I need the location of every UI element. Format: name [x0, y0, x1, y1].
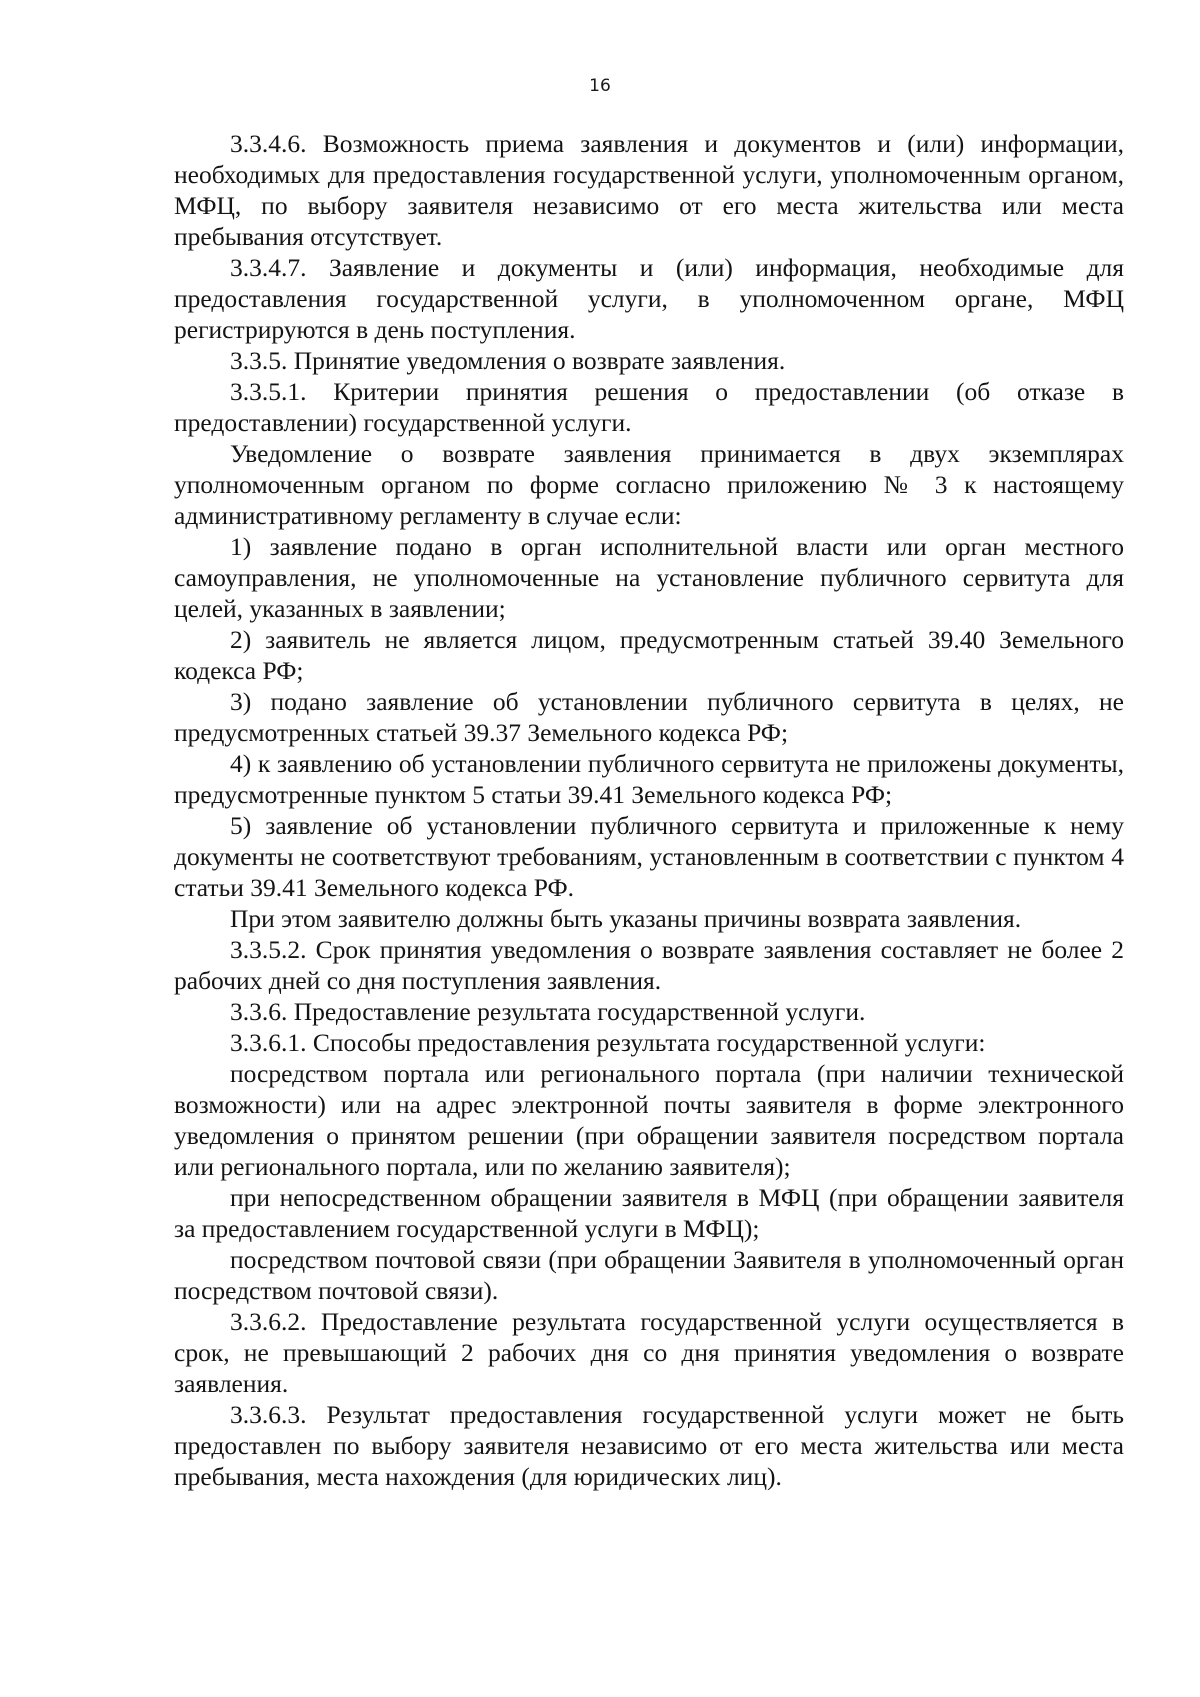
heading-3-3-5: 3.3.5. Принятие уведомления о возврате заявления.	[230, 346, 786, 375]
list-item-2: 2) заявитель не является лицом, предусмотренным статьей 39.40 Земельного кодекса РФ;	[174, 625, 1124, 685]
list-item-5: 5) заявление об установлении публичного сервитута и приложенные к нему документы не соответствуют требованиям, установленным в соответствии с пунктом 4 статьи 39.41 Земельного кодекса РФ.	[174, 811, 1124, 902]
paragraph-3-3-6-1: 3.3.6.1. Способы предоставления результата государственной услуги:	[230, 1028, 986, 1057]
page-number: 16	[589, 76, 611, 96]
list-item-1: 1) заявление подано в орган исполнительной власти или орган местного самоуправления, не уполномоченные на установление публичного сервитута для целей, указанных в заявлении;	[174, 532, 1124, 623]
method-portal: посредством портала или регионального портала (при наличии технической возможности) или на адрес электронной почты заявителя в форме электронного уведомления о принятом решении (при обращении заявителя посредством портала или регионального портала, или по желанию заявителя);	[174, 1059, 1124, 1181]
paragraph-3-3-6-2: 3.3.6.2. Предоставление результата государственной услуги осуществляется в срок, не превышающий 2 рабочих дня со дня принятия уведомления о возврате заявления.	[174, 1307, 1124, 1398]
paragraph-3-3-4-6: 3.3.4.6. Возможность приема заявления и документов и (или) информации, необходимых для предоставления государственной услуги, уполномоченным органом, МФЦ, по выбору заявителя независимо от его места жительства или места пребывания отсутствует.	[174, 129, 1124, 251]
paragraph-3-3-6-3: 3.3.6.3. Результат предоставления государственной услуги может не быть предоставлен по выбору заявителя независимо от его места жительства или места пребывания, места нахождения (для юридических лиц).	[174, 1400, 1124, 1491]
paragraph-return-notice: Уведомление о возврате заявления принимается в двух экземплярах уполномоченным органом по форме согласно приложению № 3 к настоящему административному регламенту в случае если:	[174, 439, 1124, 530]
paragraph-3-3-5-1: 3.3.5.1. Критерии принятия решения о предоставлении (об отказе в предоставлении) государственной услуги.	[174, 377, 1124, 437]
paragraph-3-3-4-7: 3.3.4.7. Заявление и документы и (или) информация, необходимые для предоставления государственной услуги, в уполномоченном органе, МФЦ регистрируются в день поступления.	[174, 253, 1124, 344]
list-item-4: 4) к заявлению об установлении публичного сервитута не приложены документы, предусмотренные пунктом 5 статьи 39.41 Земельного кодекса РФ;	[174, 749, 1124, 809]
method-mfc: при непосредственном обращении заявителя в МФЦ (при обращении заявителя за предоставлением государственной услуги в МФЦ);	[174, 1183, 1124, 1243]
method-postal: посредством почтовой связи (при обращении Заявителя в уполномоченный орган посредством почтовой связи).	[174, 1245, 1124, 1305]
paragraph-3-3-5-2: 3.3.5.2. Срок принятия уведомления о возврате заявления составляет не более 2 рабочих дней со дня поступления заявления.	[174, 935, 1124, 995]
paragraph-return-reasons: При этом заявителю должны быть указаны причины возврата заявления.	[230, 904, 1022, 933]
document-body	[174, 128, 1124, 1492]
heading-3-3-6: 3.3.6. Предоставление результата государственной услуги.	[230, 997, 866, 1026]
list-item-3: 3) подано заявление об установлении публичного сервитута в целях, не предусмотренных статьей 39.37 Земельного кодекса РФ;	[174, 687, 1124, 747]
